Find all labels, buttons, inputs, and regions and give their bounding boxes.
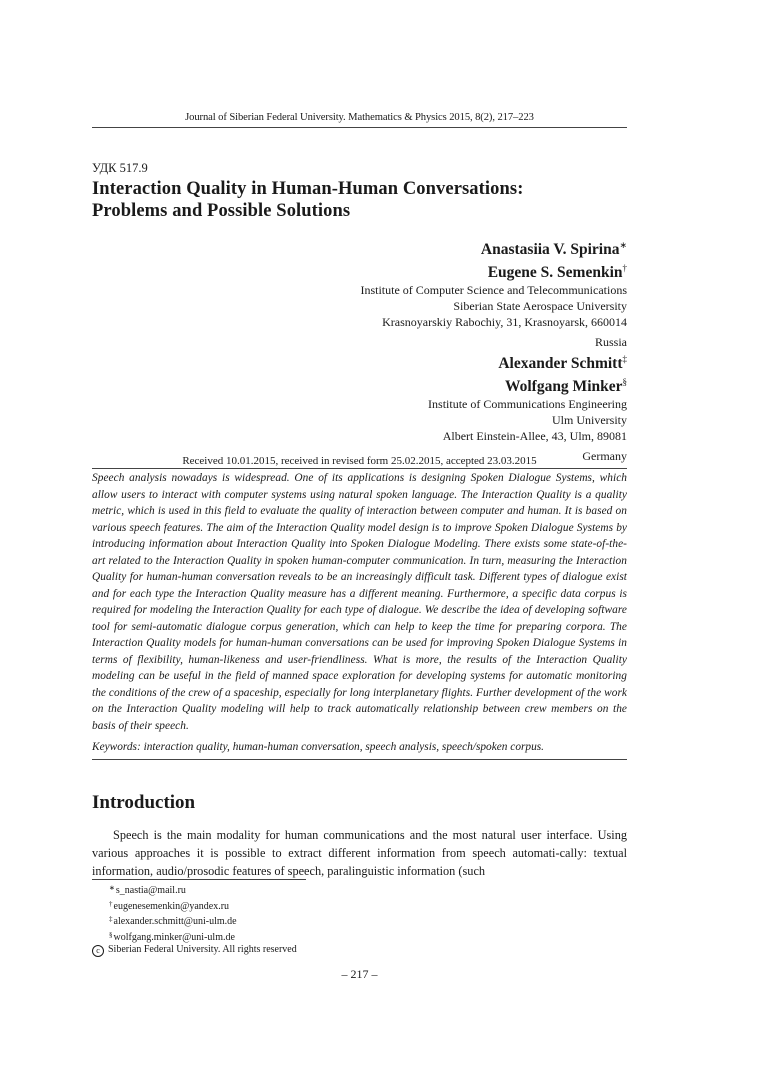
title-line-1: Interaction Quality in Human-Human Conversations: <box>92 179 524 199</box>
affiliation-country: Russia <box>594 335 627 349</box>
author-name: Alexander Schmitt‡ <box>498 354 627 372</box>
abstract-text: Speech analysis nowadays is widespread. One of its applications is designing Spoken Dialogue Systems, which allow users to interact with computer systems using natural spoken language. The Interaction Quality is a quality metric, which is used in this field to evaluate the quality of interaction between computer and human. It is based on various speech features. The aim of the Interaction Quality model design is to improve Spoken Dialogue Systems by introducing information about Interaction Quality into Spoken Dialogue Modeling. There exists some state-of-the-art related to the Interaction Quality in spoken human-computer communication. In turn, measuring the Interaction Quality for human-human conversation reveals to be an increasingly difficult task. Different types of dialogue exist and for each type the Interaction Quality measure has a different meaning. Furthermore, a specific data corpus is required for modeling the Interaction Quality for each type of dialogue. We describe the idea of developing software tool for semi-automatic dialogue corpus generation, which can help to keep the time for preparing corpora. The Interaction Quality models for human-human conversations can be used for improving Spoken Dialogue Systems in terms of flexibility, human-likeness and user-friendliness. What is more, the results of the Interaction Quality modeling can be useful in the field of manned space exploration for developing systems for automatic monitoring the conditions of the crew of a spaceship, especially for long interplanetary flights. Further development of the work on the Interaction Quality modeling will help to track automatically relationship between crew members on the basis of their speech. <box>92 472 627 732</box>
page-number: – 217 – <box>341 967 378 981</box>
section-heading: Introduction <box>92 792 196 813</box>
journal-header: Journal of Siberian Federal University. Mathematics & Physics 2015, 8(2), 217–223 <box>185 112 534 123</box>
received-dates: Received 10.01.2015, received in revised form 25.02.2015, accepted 23.03.2015 <box>182 455 537 467</box>
affiliation-line: Institute of Communications Engineering <box>428 397 627 411</box>
header-rule <box>92 127 627 128</box>
affiliation-line: Institute of Computer Science and Telecommunications <box>360 283 627 297</box>
footnotes <box>92 882 297 957</box>
affiliation-line: Krasnoyarskiy Rabochiy, 31, Krasnoyarsk, 660014 <box>382 315 627 329</box>
keywords: Keywords: interaction quality, human-human conversation, speech analysis, speech/spoken corpus. <box>92 741 544 753</box>
authors-block <box>360 236 627 464</box>
abstract-top-rule <box>92 468 627 469</box>
title-line-2: Problems and Possible Solutions <box>92 201 351 221</box>
copyright-icon: c <box>92 945 104 957</box>
udk-code: УДК 517.9 <box>92 161 148 175</box>
affiliation-line: Ulm University <box>552 413 627 427</box>
footnote-email: ∗s_nastia@mail.ru <box>109 884 186 896</box>
author-name: Anastasiia V. Spirina∗ <box>480 240 627 258</box>
affiliation-line: Albert Einstein-Allee, 43, Ulm, 89081 <box>442 429 627 443</box>
abstract-bottom-rule <box>92 759 627 760</box>
intro-paragraph: Speech is the main modality for human communications and the most natural user interface. Using various approaches it is possible to extract different information from speech automati-cally: textual information, audio/prosodic features of speech, paralinguistic information (such <box>92 828 627 878</box>
affiliation-line: Siberian State Aerospace University <box>453 299 627 313</box>
footnote-email: §wolfgang.minker@uni-ulm.de <box>109 930 235 943</box>
copyright-notice: c Siberian Federal University. All rights reserved <box>92 944 297 957</box>
author-name: Wolfgang Minker§ <box>504 377 627 395</box>
article-title <box>92 178 632 222</box>
footnote-email: †eugenesemenkin@yandex.ru <box>109 899 230 912</box>
footnote-email: ‡alexander.schmitt@uni-ulm.de <box>109 915 237 928</box>
footnote-rule <box>92 879 306 880</box>
author-name: Eugene S. Semenkin† <box>487 263 627 281</box>
intro-body <box>92 826 627 880</box>
affiliation-country: Germany <box>582 449 627 463</box>
